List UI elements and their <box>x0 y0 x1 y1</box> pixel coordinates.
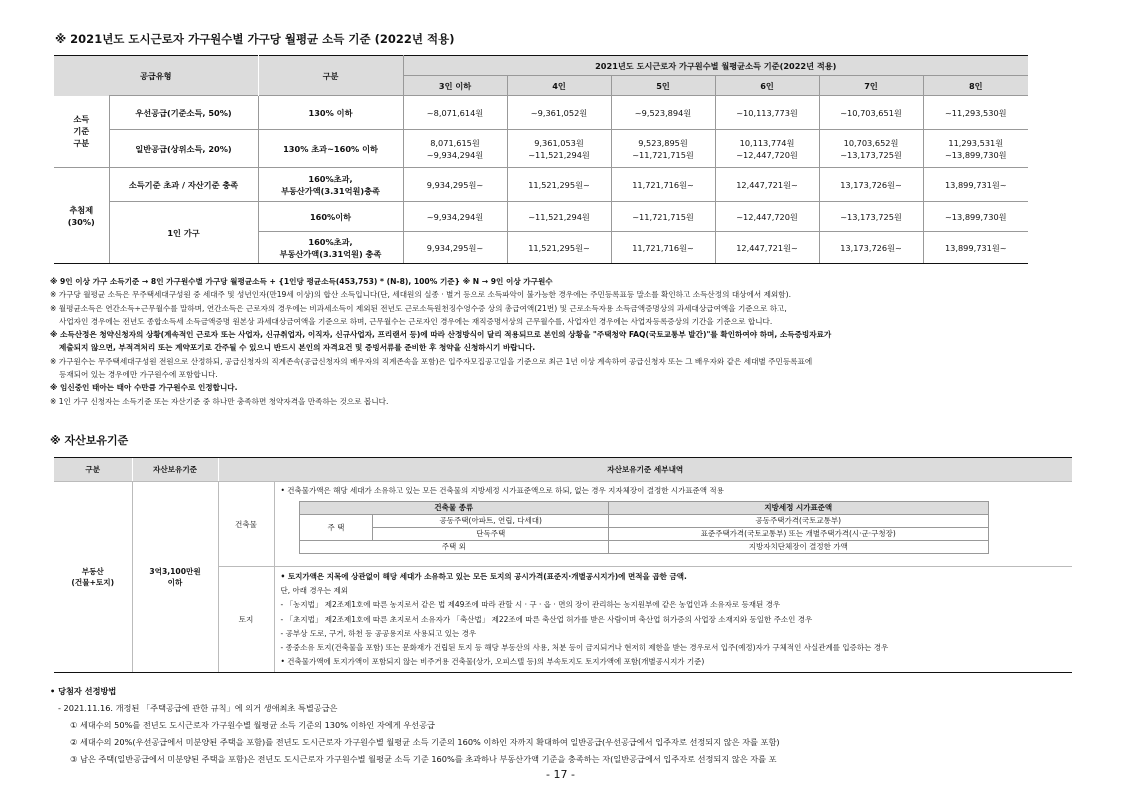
priority-val: ~9,523,894원 <box>611 96 715 130</box>
building-label: 건축물 <box>218 482 274 567</box>
note-line: ※ 월평균소득은 연간소득÷근무월수를 말하며, 연간소득은 근로자의 경우에는 비과세소득이 제외된 전년도 근로소득원천징수영수증 상의 총급여액(21번) 및 근로소득자용 소득금액증명상의 과세대상급여액을 기준으로 하고, <box>50 303 787 313</box>
general-val: 10,703,652원 ~13,173,725원 <box>819 130 923 168</box>
building-value-cell: 공동주택가격(국토교통부) <box>609 515 988 528</box>
note-line: ※ 1인 가구 신청자는 소득기준 또는 자산기준 중 하나만 충족하면 청약자격을 만족하는 것으로 봅니다. <box>50 396 389 406</box>
col-3: 3인 이하 <box>403 76 507 96</box>
header-income-span: 2021년도 도시근로자 가구원수별 월평균소득 기준(2022년 적용) <box>403 56 1028 76</box>
col-4: 4인 <box>507 76 611 96</box>
income-group-label: 소득 기준 구분 <box>54 96 109 168</box>
single1-val: ~11,721,715원 <box>611 202 715 232</box>
col-6: 6인 <box>715 76 819 96</box>
selection-line: ① 세대수의 50%를 전년도 도시근로자 가구원수별 월평균 소득 기준의 130% 이하인 자에게 우선공급 <box>70 720 435 730</box>
land-line: • 건축물가액에 토지가액이 포함되지 않는 비주거용 건축물(상가, 오피스텔 등)의 부속토지도 토지가액에 포함(개별공시지가 기준) <box>280 657 705 667</box>
page-number: - 17 - <box>546 768 575 781</box>
asset-category: 부동산 (건물+토지) <box>54 482 132 673</box>
priority-division: 130% 이하 <box>258 96 403 130</box>
asset-threshold: 3억3,100만원 이하 <box>132 482 218 673</box>
general-val: 10,113,774원 ~12,447,720원 <box>715 130 819 168</box>
single2-val: 11,521,295원~ <box>507 232 611 264</box>
general-val: 8,071,615원 ~9,934,294원 <box>403 130 507 168</box>
general-type: 일반공급(상위소득, 20%) <box>109 130 258 168</box>
land-label: 토지 <box>218 567 274 673</box>
land-line: - 종중소유 토지(건축물을 포함) 또는 문화재가 건립된 토지 등 해당 부동산의 사용, 처분 등이 금지되거나 현저히 제한을 받는 경우로서 입주(예정)자가 구체적인 사실관계를 입증하는 경우 <box>280 643 889 653</box>
general-val: 9,523,895원 ~11,721,715원 <box>611 130 715 168</box>
col-5: 5인 <box>611 76 715 96</box>
single1-val: ~11,521,294원 <box>507 202 611 232</box>
building-value-cell: 표준주택가격(국토교통부) 또는 개별주택가격(시·군·구청장) <box>609 528 988 541</box>
building-value-table <box>299 501 989 554</box>
selection-title: • 당첨자 선정방법 <box>50 686 117 696</box>
single1-division: 160%이하 <box>258 202 403 232</box>
col-8: 8인 <box>923 76 1028 96</box>
priority-val: ~10,113,773원 <box>715 96 819 130</box>
note-line: 사업자인 경우에는 전년도 종합소득세 소득금액증명 원본상 과세대상금여액을 기준으로 하며, 근무월수는 근로자인 경우에는 재직증명서상의 근무월수를, 사업자인 경우에는 사업자등록증상의 기간을 기준으로 합니다. <box>59 316 773 326</box>
single2-val: 12,447,721원~ <box>715 232 819 264</box>
selection-line: ③ 남은 주택(일반공급에서 미분양된 주택을 포함)은 전년도 도시근로자 가구원수별 월평균 소득 기준 160%를 초과하나 부동산가액 기준을 충족하는 자(일반공급에서 입주자로 선정되지 않은 자를 포 <box>70 754 777 764</box>
note-line: ※ 가구원수는 무주택세대구성원 전원으로 산정하되, 공급신청자의 직계존속(공급신청자의 배우자의 직계존속을 포함)은 입주자모집공고일을 기준으로 최근 1년 이상 계속하여 공급신청자 또는 그 배우자와 같은 세대별 주민등록표에 <box>50 356 813 366</box>
land-lines <box>275 570 1073 669</box>
land-line: - 공부상 도로, 구거, 하천 등 공공용지로 사용되고 있는 경우 <box>280 628 477 638</box>
excess-division: 160%초과, 부동산가액(3.31억원)충족 <box>258 168 403 202</box>
single2-val: 11,721,716원~ <box>611 232 715 264</box>
note-line: ※ 소득산정은 청약신청자의 상황(계속적인 근로자 또는 사업자, 신규취업자, 이직자, 신규사업자, 프리랜서 등)에 따라 산정방식이 달리 적용되므로 본인의 상황을 "주택청약 FAQ(국토교통부 발간)"를 확인하여야 하며, 소득증빙자료가 <box>50 330 832 340</box>
selection-line: ② 세대수의 20%(우선공급에서 미분양된 주택을 포함)를 전년도 도시근로자 가구원수별 월평균 소득 기준의 160% 이하인 자까지 확대하여 일반공급(우선공급에서 입주자로 선정되지 않은 자를 포함) <box>70 737 780 747</box>
building-type-cell: 주택 외 <box>299 541 609 554</box>
priority-val: ~10,703,651원 <box>819 96 923 130</box>
land-line: - 「농지법」 제2조제1호에 따른 농지로서 같은 법 제49조에 따라 관할 시 · 구 · 읍 · 면의 장이 관리하는 농지원부에 같은 농업인과 소유자로 등재된 경우 <box>280 600 781 610</box>
excess-val: 13,899,731원~ <box>923 168 1028 202</box>
building-type-cell: 공동주택(아파트, 연립, 다세대) <box>373 515 609 528</box>
note-line: ※ 임신중인 태아는 태아 수만큼 가구원수로 인정합니다. <box>50 383 238 393</box>
note-line: ※ 가구당 월평균 소득은 무주택세대구성원 중 세대주 및 성년인자(만19세 이상)의 합산 소득입니다(단, 세대원의 실종 · 별거 등으로 소득파악이 불가능한 경우에는 주민등록표등 말소를 확인하고 소득산정의 대상에서 제외함). <box>50 290 791 300</box>
excess-type: 소득기준 초과 / 자산기준 충족 <box>109 168 258 202</box>
selection-line: - 2021.11.16. 개정된 「주택공급에 관한 규칙」에 의거 생애최초 특별공급은 <box>58 703 338 713</box>
priority-val: ~11,293,530원 <box>923 96 1028 130</box>
land-detail <box>274 567 1072 673</box>
building-intro: • 건축물가액은 해당 세대가 소유하고 있는 모든 건축물의 지방세정 시가표준액으로 하되, 없는 경우 지자체장이 결정한 시가표준액 적용 <box>280 486 724 495</box>
col-7: 7인 <box>819 76 923 96</box>
income-standard-table <box>54 55 1028 264</box>
building-value-cell: 지방자치단체장이 결정한 가액 <box>609 541 988 554</box>
land-line: • 토지가액은 지목에 상관없이 해당 세대가 소유하고 있는 모든 토지의 공시가격(표준지·개별공시지가)에 면적을 곱한 금액. <box>280 572 687 581</box>
excess-val: 9,934,295원~ <box>403 168 507 202</box>
land-line: 단, 아래 경우는 제외 <box>280 586 348 596</box>
single2-division: 160%초과, 부동산가액(3.31억원) 충족 <box>258 232 403 264</box>
asset-header-detail: 자산보유기준 세부내역 <box>218 458 1072 482</box>
land-line: - 「초지법」 제2조제1호에 따른 초지로서 소유자가 「축산법」 제22조에 따른 축산업 허가를 받은 사람이며 축산업 허가증의 사업장 소재지와 동일한 주소인 경우 <box>280 614 813 624</box>
single1-val: ~13,899,730원 <box>923 202 1028 232</box>
asset-header-category: 구분 <box>54 458 132 482</box>
single2-val: 9,934,295원~ <box>403 232 507 264</box>
income-notes <box>50 275 1070 408</box>
general-division: 130% 초과~160% 이하 <box>258 130 403 168</box>
selection-method <box>50 683 1080 768</box>
header-division: 구분 <box>258 56 403 96</box>
single-household-label: 1인 가구 <box>109 202 258 264</box>
priority-val: ~8,071,614원 <box>403 96 507 130</box>
single2-val: 13,173,726원~ <box>819 232 923 264</box>
note-line: ※ 9인 이상 가구 소득기준 → 8인 가구원수별 가구당 월평균소득 + {1인당 평균소득(453,753) * (N-8), 100% 기준} ※ N → 9인 이상 가구원수 <box>50 277 553 286</box>
building-type-cell: 단독주택 <box>373 528 609 541</box>
priority-type: 우선공급(기준소득, 50%) <box>109 96 258 130</box>
header-supply-type: 공급유형 <box>54 56 258 96</box>
note-line: 등재되어 있는 경우에만 가구원수에 포함합니다. <box>59 370 218 380</box>
single1-val: ~9,934,294원 <box>403 202 507 232</box>
lottery-group-label: 추첨제 (30%) <box>54 168 109 264</box>
excess-val: 11,521,295원~ <box>507 168 611 202</box>
excess-val: 13,173,726원~ <box>819 168 923 202</box>
excess-val: 12,447,721원~ <box>715 168 819 202</box>
asset-standard-title: ※ 자산보유기준 <box>50 434 129 447</box>
asset-header-threshold: 자산보유기준 <box>132 458 218 482</box>
building-detail <box>274 482 1072 567</box>
single1-val: ~12,447,720원 <box>715 202 819 232</box>
excess-val: 11,721,716원~ <box>611 168 715 202</box>
priority-val: ~9,361,052원 <box>507 96 611 130</box>
building-table-head-value: 지방세정 시가표준액 <box>609 502 988 515</box>
single1-val: ~13,173,725원 <box>819 202 923 232</box>
asset-standard-table <box>54 457 1072 673</box>
house-label: 주 택 <box>299 515 373 541</box>
note-line: 제출되지 않으면, 부적격처리 또는 계약포기로 간주될 수 있으니 반드시 본인의 자격요건 및 증빙서류를 준비한 후 청약을 신청하시기 바랍니다. <box>59 343 536 353</box>
single2-val: 13,899,731원~ <box>923 232 1028 264</box>
general-val: 11,293,531원 ~13,899,730원 <box>923 130 1028 168</box>
general-val: 9,361,053원 ~11,521,294원 <box>507 130 611 168</box>
income-standard-title: ※ 2021년도 도시근로자 가구원수별 가구당 월평균 소득 기준 (2022년 적용) <box>55 32 455 46</box>
building-table-head-type: 건축물 종류 <box>299 502 609 515</box>
